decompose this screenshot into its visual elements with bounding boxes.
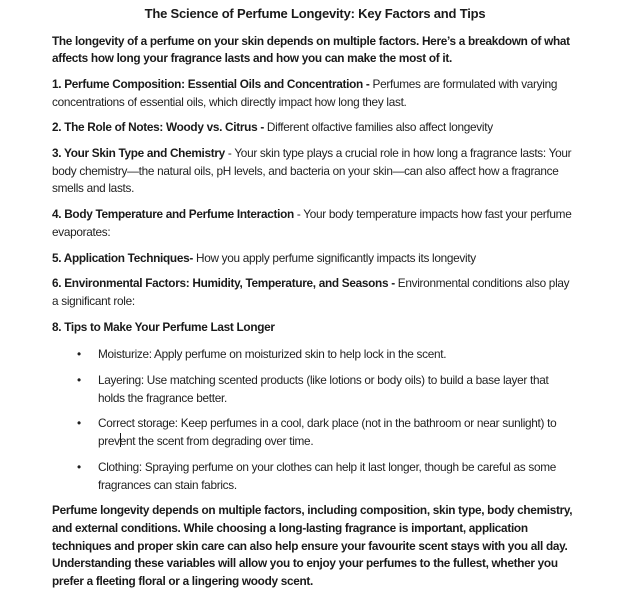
tip-text: Clothing: Spraying perfume on your clothes can help it last longer, though be careful as some fragrances can stain fabrics. [98,459,557,492]
factor-paragraph-6[interactable] [52,275,578,310]
factor-paragraph-1[interactable] [52,76,578,111]
factor-4-body: - Your body temperature impacts how fast your perfume evaporates: [52,207,572,239]
conclusion-paragraph[interactable]: Perfume longevity depends on multiple factors, including composition, skin type, body chemistry, and external conditions. While choosing a long-lasting fragrance is important, application techniques and proper skin care can also help ensure your favourite scent stays with you all day. Understanding these variables will allow you to enjoy your perfumes to the fullest, whether you prefer a fleeting floral or a lingering woody scent. [52,503,573,589]
factor-4-lead: 4. Body Temperature and Perfume Interaction [52,207,294,222]
factor-5-body: How you apply perfume significantly impacts its longevity [193,250,476,265]
tip-text-after-cursor: ent the scent from degrading over time. [119,434,314,449]
factor-paragraph-2[interactable] [52,119,578,137]
document-title: The Science of Perfume Longevity: Key Factors and Tips [144,6,486,21]
tip-item-layering[interactable] [98,372,578,407]
tips-list [52,346,578,494]
tips-heading: 8. Tips to Make Your Perfume Last Longer [52,319,275,334]
factor-paragraph-4[interactable] [52,206,578,241]
factor-paragraph-5[interactable] [52,250,578,268]
factor-paragraph-3[interactable] [52,145,578,198]
tip-item-clothing[interactable] [98,459,578,494]
factor-2-body: Different olfactive families also affect longevity [263,120,493,135]
factor-3-body: - Your skin type plays a crucial role in how long a fragrance lasts: Your body chemistry—the natural oils, pH levels, and bacteria on your skin—can also affect how a fragrance smells and lasts. [52,146,572,196]
tip-text: Moisturize: Apply perfume on moisturized skin to help lock in the scent. [98,347,447,362]
factor-5-lead: 5. Application Techniques- [52,250,193,265]
intro-paragraph[interactable]: The longevity of a perfume on your skin depends on multiple factors. Here’s a breakdown of what affects how long your fragrance lasts and how you can make the most of it. [52,33,570,66]
factor-1-body: Perfumes are formulated with varying concentrations of essential oils, which directly impact how long they last. [52,76,558,109]
tip-text-before-cursor: Correct storage: Keep perfumes in a cool, dark place (not in the bathroom or near sunlight) to prev [98,416,557,449]
factor-2-lead: 2. The Role of Notes: Woody vs. Citrus - [52,120,264,135]
tip-item-moisturize[interactable] [98,346,578,364]
tip-text: Layering: Use matching scented products (like lotions or body oils) to build a base layer that holds the fragrance better. [98,373,549,405]
factor-3-lead: 3. Your Skin Type and Chemistry [52,146,225,161]
factor-1-lead: 1. Perfume Composition: Essential Oils and Concentration - [52,76,370,91]
factor-6-body: Environmental conditions also play a significant role: [52,276,570,308]
tip-item-storage[interactable] [98,415,578,450]
factor-6-lead: 6. Environmental Factors: Humidity, Temperature, and Seasons - [52,276,395,291]
